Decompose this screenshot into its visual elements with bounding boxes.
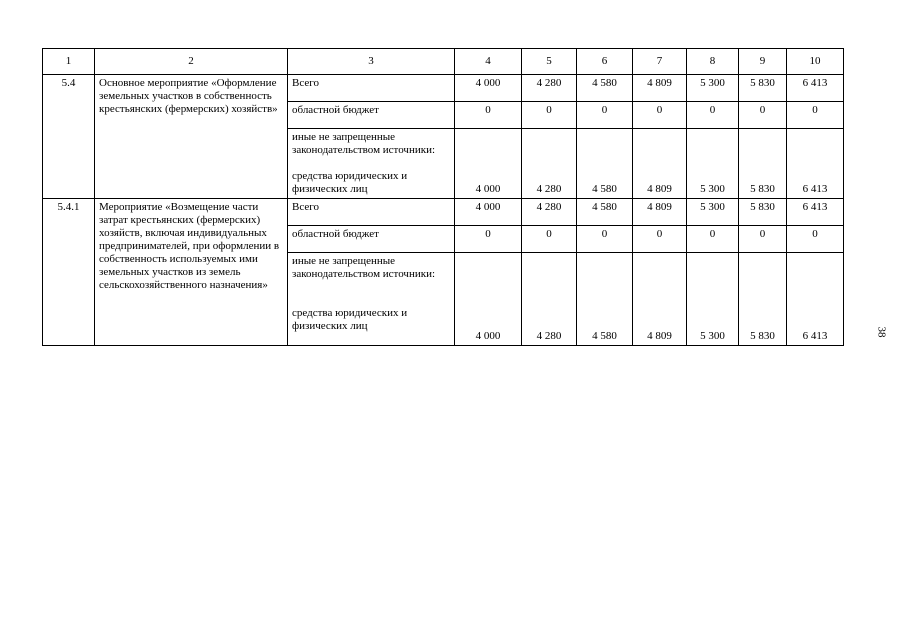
header-cell: 8 [687, 49, 739, 75]
value-cell: 4 580 [577, 129, 633, 199]
value-cell: 4 809 [633, 253, 687, 346]
header-cell: 7 [633, 49, 687, 75]
value-cell: 0 [739, 226, 787, 253]
value-cell: 4 280 [522, 253, 577, 346]
value-cell: 0 [687, 102, 739, 129]
value-cell: 4 000 [455, 129, 522, 199]
budget-table [42, 48, 844, 346]
header-row [43, 49, 844, 75]
value-cell: 4 000 [455, 199, 522, 226]
header-cell: 1 [43, 49, 95, 75]
value-cell: 4 580 [577, 199, 633, 226]
value-cell: 0 [577, 226, 633, 253]
value-cell: 4 280 [522, 199, 577, 226]
header-cell: 6 [577, 49, 633, 75]
row-name: Основное мероприятие «Оформление земельных участков в собственность крестьянских (фермерских) хозяйств» [95, 75, 288, 199]
regional-label: областной бюджет [288, 102, 455, 129]
value-cell: 5 830 [739, 253, 787, 346]
header-cell: 3 [288, 49, 455, 75]
other-sources-label: иные не запрещенные законодательством источники: [292, 131, 436, 156]
value-cell: 4 000 [455, 253, 522, 346]
page-number: 38 [875, 326, 888, 338]
value-cell: 0 [522, 102, 577, 129]
row-code: 5.4 [43, 75, 95, 199]
value-cell: 0 [633, 226, 687, 253]
other-sources-label: иные не запрещенные законодательством источники: [292, 255, 436, 280]
value-cell: 0 [633, 102, 687, 129]
value-cell: 5 300 [687, 129, 739, 199]
value-cell: 5 830 [739, 129, 787, 199]
value-cell: 4 809 [633, 129, 687, 199]
header-cell: 5 [522, 49, 577, 75]
total-label: Всего [288, 199, 455, 226]
value-cell: 6 413 [787, 75, 844, 102]
legal-label: средства юридических и физических лиц [292, 307, 408, 332]
table-row [43, 75, 844, 102]
table-row [43, 199, 844, 226]
value-cell: 5 300 [687, 253, 739, 346]
sources-cell [288, 253, 455, 346]
value-cell: 4 580 [577, 253, 633, 346]
row-name: Мероприятие «Возмещение части затрат крестьянских (фермерских) хозяйств, включая индивидуальных предпринимателей, при оформлении в собственность используемых ими земельных участков из земель сельскохозяйственного назначения» [95, 199, 288, 346]
value-cell: 4 280 [522, 129, 577, 199]
value-cell: 0 [687, 226, 739, 253]
header-cell: 10 [787, 49, 844, 75]
header-cell: 4 [455, 49, 522, 75]
value-cell: 6 413 [787, 129, 844, 199]
value-cell: 5 300 [687, 75, 739, 102]
value-cell: 4 000 [455, 75, 522, 102]
value-cell: 0 [455, 102, 522, 129]
value-cell: 4 580 [577, 75, 633, 102]
value-cell: 0 [739, 102, 787, 129]
row-code: 5.4.1 [43, 199, 95, 346]
value-cell: 0 [522, 226, 577, 253]
value-cell: 0 [455, 226, 522, 253]
value-cell: 4 809 [633, 199, 687, 226]
value-cell: 0 [787, 226, 844, 253]
value-cell: 4 280 [522, 75, 577, 102]
value-cell: 0 [787, 102, 844, 129]
regional-label: областной бюджет [288, 226, 455, 253]
value-cell: 5 830 [739, 75, 787, 102]
value-cell: 4 809 [633, 75, 687, 102]
total-label: Всего [288, 75, 455, 102]
legal-label: средства юридических и физических лиц [292, 170, 408, 195]
value-cell: 6 413 [787, 253, 844, 346]
header-cell: 9 [739, 49, 787, 75]
value-cell: 5 830 [739, 199, 787, 226]
value-cell: 6 413 [787, 199, 844, 226]
header-cell: 2 [95, 49, 288, 75]
value-cell: 5 300 [687, 199, 739, 226]
sources-cell [288, 129, 455, 199]
value-cell: 0 [577, 102, 633, 129]
